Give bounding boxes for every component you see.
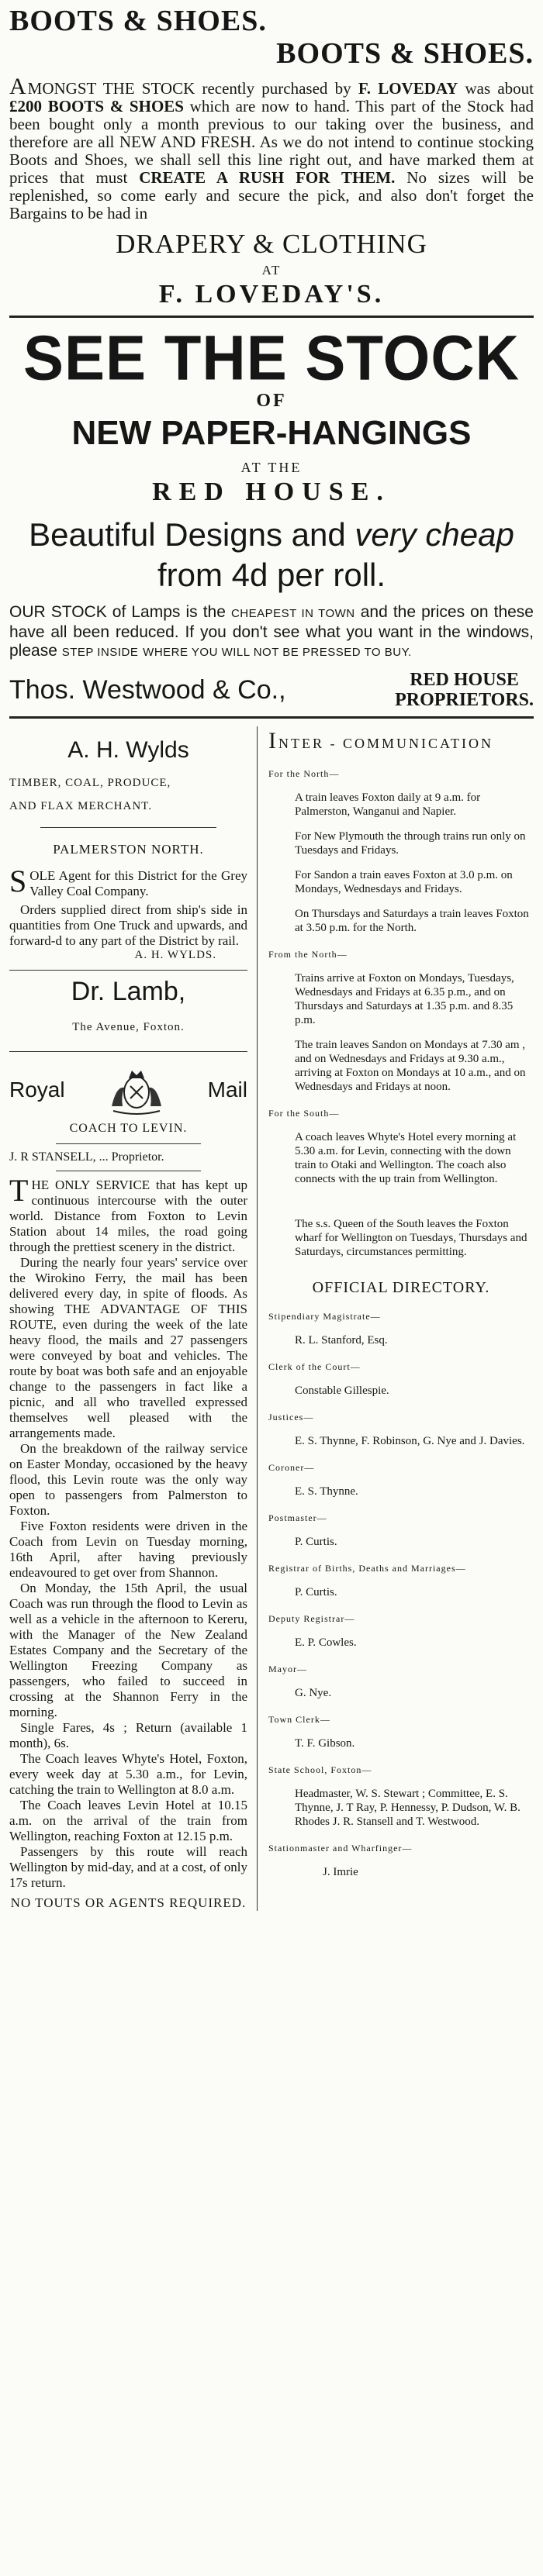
para-text-1: MONGST THE STOCK recently purchased by <box>27 79 351 98</box>
sole-text: OLE Agent for this District for the Grey Valley Coal Company. <box>29 868 247 898</box>
beautiful-italic: very cheap <box>355 516 514 553</box>
directory-role: State School, Foxton— <box>268 1764 372 1775</box>
coach-paragraph-4: Five Foxton residents were driven in the Coach from Levin on Tuesday morning, 16th April, after having previously endeavoured to get over from Shannon. <box>9 1519 247 1580</box>
stock-smallcaps-2: STEP INSIDE <box>61 646 139 659</box>
the-avenue: The Avenue, Foxton. <box>72 1021 185 1033</box>
para-amount: £200 BOOTS & SHOES <box>9 97 184 116</box>
coach-paragraph-2: During the nearly four years' service over the Wirokino Ferry, the mail has been delivered every day, in spite of floods. As showing THE ADVANTAGE OF THIS ROUTE, even during the week of the late heavy flood, the mails and 27 passengers were conveyed by boat and vehicles. The route by boat was both safe and an enjoyable change to the passengers in fact like a picnic, and all who travelled expressed themselves well pleased with the arrangements made. <box>9 1255 247 1440</box>
official-directory-heading: OFFICIAL DIRECTORY. <box>312 1279 490 1296</box>
directory-name: Headmaster, W. S. Stewart ; Committee, E. S. Thynne, J. T Ray, P. Hennessy, P. Dudson, W. B. Rhodes J. R. Stansell and T. Westwood. <box>295 1788 521 1828</box>
boots-heading-left: BOOTS & SHOES. <box>9 5 267 37</box>
wylds-heading: A. H. Wylds <box>67 737 189 763</box>
south-entry: A coach leaves Whyte's Hotel every morning at 5.30 a.m. for Levin, connecting with the down train to Otaki and Wellington. The coach also connects with the up train from Wellington. <box>295 1131 517 1185</box>
para-text-2: was about <box>465 79 534 98</box>
divider <box>9 316 534 318</box>
divider <box>9 970 247 971</box>
drop-cap: A <box>9 74 28 99</box>
for-the-north-heading: For the North— <box>268 768 340 779</box>
divider <box>40 827 216 828</box>
royal-crest-icon <box>105 1063 168 1117</box>
red-house-ad <box>9 321 534 710</box>
directory-name: P. Curtis. <box>295 1536 337 1548</box>
from-north-entry: The train leaves Sandon on Mondays at 7.30 am , and on Wednesdays and Fridays at 9.30 a.m., arriving at Foxton on Mondays at 10 a.m., and on Wednesdays and Fridays at noon. <box>295 1039 526 1093</box>
north-entry: A train leaves Foxton daily at 9 a.m. for Palmerston, Wanganui and Napier. <box>295 791 481 818</box>
directory-role: Clerk of the Court— <box>268 1361 361 1372</box>
proprietors-line-2: PROPRIETORS. <box>395 690 534 710</box>
paper-hangings: NEW PAPER-HANGINGS <box>71 414 472 452</box>
no-touts: NO TOUTS OR AGENTS REQUIRED. <box>10 1895 247 1910</box>
stock-text-1: OUR STOCK of Lamps is the <box>9 603 226 621</box>
from-the-north-heading: From the North— <box>268 949 348 960</box>
stansell-proprietor: J. R STANSELL, ... Proprietor. <box>9 1150 164 1164</box>
wylds-trades-2: AND FLAX MERCHANT. <box>9 800 152 812</box>
para-text-3: which are now to hand. This part of the Stock had been bought only a month previous to our taking over the business, and therefore are all NEW AND FRESH. As we do not intend to continue stocking Boots and Shoes, we shall sell this line right out, and have marked them at prices that must <box>9 97 534 187</box>
divider <box>9 716 534 719</box>
stock-smallcaps-1: CHEAPEST IN TOWN <box>230 607 355 620</box>
coach-paragraph-7: The Coach leaves Whyte's Hotel, Foxton, every week day at 5.30 a.m., for Levin, catching the train to Wellington at 8.0 a.m. <box>9 1751 247 1797</box>
drop-cap: T <box>9 1173 29 1208</box>
royal-label: Royal <box>9 1078 65 1102</box>
palmerston-north: PALMERSTON NORTH. <box>53 842 204 857</box>
only-service-text <box>9 1173 247 1255</box>
loveday-name: F. LOVEDAY'S. <box>158 280 385 309</box>
see-the-stock: SEE THE STOCK <box>22 321 520 394</box>
south-entry: The s.s. Queen of the South leaves the Foxton wharf for Wellington on Tuesdays, Thursdays and Saturdays, circumstances permitting. <box>295 1218 527 1258</box>
lamps-paragraph <box>9 603 534 662</box>
directory-role: Stipendiary Magistrate— <box>268 1311 381 1322</box>
directory-role: Town Clerk— <box>268 1714 330 1725</box>
directory-name: G. Nye. <box>295 1687 332 1699</box>
drop-cap: I <box>268 728 278 753</box>
mail-label: Mail <box>207 1078 247 1102</box>
coach-fares: Single Fares, 4s ; Return (available 1 month), 6s. <box>9 1720 247 1750</box>
directory-role: Deputy Registrar— <box>268 1613 355 1624</box>
directory-name: E. S. Thynne, F. Robinson, G. Nye and J. Davies. <box>295 1435 525 1447</box>
beautiful-designs <box>9 515 534 595</box>
inter-communication-heading <box>268 728 534 754</box>
drop-cap: S <box>9 864 27 898</box>
stock-text-3: WHERE YOU WILL NOT BE PRESSED TO BUY. <box>143 646 412 659</box>
directory-name: E. P. Cowles. <box>295 1636 357 1649</box>
directory-name: Constable Gillespie. <box>295 1385 389 1397</box>
directory-role: Mayor— <box>268 1664 307 1674</box>
north-entry: For New Plymouth the through trains run only on Tuesdays and Fridays. <box>295 830 526 857</box>
directory-role: Stationmaster and Wharfinger— <box>268 1843 413 1854</box>
beautiful-text-1: Beautiful Designs and <box>29 516 346 553</box>
red-house: RED HOUSE. <box>152 478 391 506</box>
ic-rest: NTER - COMMUNICATION <box>278 736 493 751</box>
westwood-name: Thos. Westwood & Co., <box>9 674 286 705</box>
directory-name: E. S. Thynne. <box>295 1485 358 1498</box>
at-the-label: AT THE <box>240 460 303 475</box>
para-rush: CREATE A RUSH FOR THEM. <box>139 168 396 187</box>
wylds-trades-1: TIMBER, COAL, PRODUCE, <box>9 777 171 789</box>
divider <box>56 1143 201 1144</box>
for-the-south-heading: For the South— <box>268 1108 340 1119</box>
coach-to-levin: COACH TO LEVIN. <box>69 1122 188 1135</box>
right-column <box>258 726 534 1911</box>
wylds-signature: A. H. WYLDS. <box>134 949 216 961</box>
boots-heading-right: BOOTS & SHOES. <box>276 37 534 70</box>
north-entry: For Sandon a train eaves Foxton at 3.0 p.m. on Mondays, Wednesdays and Fridays. <box>295 869 513 895</box>
north-entry: On Thursdays and Saturdays a train leaves Foxton at 3.50 p.m. for the North. <box>295 908 529 934</box>
coach-paragraph-3: On the breakdown of the railway service on Easter Monday, occasioned by the heavy flood, this Levin route was the only way open to passengers from Palmerston to Foxton. <box>9 1441 247 1518</box>
directory-role: Postmaster— <box>268 1512 327 1523</box>
directory-name: P. Curtis. <box>295 1586 337 1598</box>
divider <box>9 1051 247 1052</box>
coach-paragraph-5: On Monday, the 15th April, the usual Coach was run through the flood to Levin as well as a vehicle in the afternoon to Kereru, with the Manager of the New Zealand Estates Company and the Secretary of the Wellington Freezing Company as passengers, who failed to succeed in crossing at the Shannon Ferry in the morning. <box>9 1581 247 1719</box>
coach-paragraph-8: The Coach leaves Levin Hotel at 10.15 a.m. on the arrival of the train from Wellington, reaching Foxton at 12.15 p.m. <box>9 1798 247 1843</box>
beautiful-text-2: from 4d per roll. <box>157 557 386 593</box>
orders-text: Orders supplied direct from ship's side in quantities from One Truck and upwards, and forward-d to any part of the District by rail. <box>9 902 247 948</box>
from-north-entry: Trains arrive at Foxton on Mondays, Tuesdays, Wednesdays and Fridays at 6.35 p.m., and on Thursdays and Saturdays at 1.35 p.m. and 8.35 p.m. <box>295 972 514 1026</box>
boots-paragraph <box>9 74 534 222</box>
boots-shoes-ad <box>9 0 534 309</box>
directory-role: Registrar of Births, Deaths and Marriages— <box>268 1563 466 1574</box>
directory-name: R. L. Stanford, Esq. <box>295 1334 388 1347</box>
drapery-heading: DRAPERY & CLOTHING <box>116 229 427 259</box>
stock-text-2: and the prices on these have all been reduced. If you don't see what you want in the windows, please <box>9 603 534 660</box>
left-column <box>9 726 258 1911</box>
dr-lamb-heading: Dr. Lamb, <box>71 977 186 1006</box>
para-text-4: No sizes will be replenished, so come early and secure the pick, and also don't forget the Bargains to be had in <box>9 168 534 222</box>
two-column-section <box>9 726 534 1911</box>
sole-agent-text <box>9 864 247 899</box>
proprietors-line-1: RED HOUSE <box>410 670 519 690</box>
proprietors <box>395 670 534 710</box>
para-name: F. LOVEDAY <box>358 79 458 98</box>
royal-mail-heading <box>9 1063 247 1117</box>
directory-role: Justices— <box>268 1412 314 1422</box>
of-label: OF <box>256 391 287 411</box>
westwood-signature <box>9 670 534 710</box>
directory-name: T. F. Gibson. <box>295 1737 355 1750</box>
at-label: AT <box>261 263 282 278</box>
directory-role: Coroner— <box>268 1462 315 1473</box>
coach-paragraph-9: Passengers by this route will reach Wellington by mid-day, and at a cost, of only 17s return. <box>9 1844 247 1890</box>
directory-name: J. Imrie <box>323 1866 358 1878</box>
only-text: HE ONLY SERVICE that has kept up continuous intercourse with the outer world. Distance from Foxton to Levin Station about 14 miles, the road going through the prettiest scenery in the district. <box>9 1178 247 1254</box>
